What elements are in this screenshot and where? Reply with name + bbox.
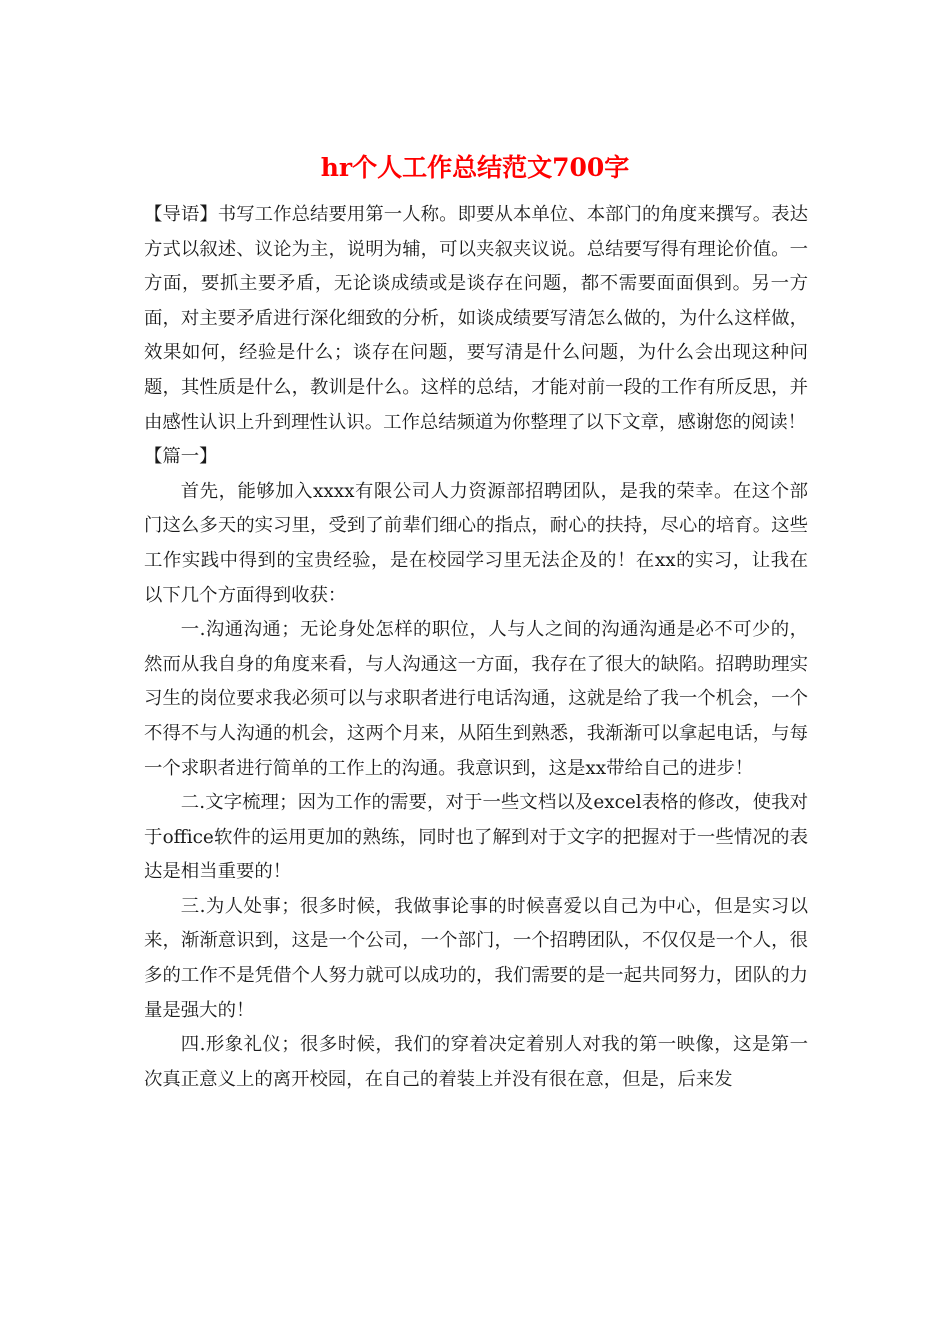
section-heading: 【篇一】 xyxy=(144,446,218,468)
body-paragraph: 首先，能够加入xxxx有限公司人力资源部招聘团队，是我的荣幸。在这个部门这么多天的实习里，受到了前辈们细心的指点，耐心的扶持，尽心的培育。这些工作实践中得到的宝贵经验，是在校园学习里无法企及的！在xx的实习，让我在以下几个方面得到收获： xyxy=(144,480,808,606)
body-paragraph: 四.形象礼仪；很多时候，我们的穿着决定着别人对我的第一映像，这是第一次真正意义上的离开校园，在自己的着装上并没有很在意，但是，后来发 xyxy=(144,1034,808,1090)
body-paragraph: 三.为人处事；很多时候，我做事论事的时候喜爱以自己为中心，但是实习以来，渐渐意识到，这是一个公司，一个部门，一个招聘团队，不仅仅是一个人，很多的工作不是凭借个人努力就可以成功的，我们需要的是一起共同努力，团队的力量是强大的！ xyxy=(144,895,808,1021)
intro-paragraph: 【导语】书写工作总结要用第一人称。即要从本单位、本部门的角度来撰写。表达方式以叙述、议论为主，说明为辅，可以夹叙夹议说。总结要写得有理论价值。一方面，要抓主要矛盾，无论谈成绩或是谈存在问题，都不需要面面俱到。另一方面，对主要矛盾进行深化细致的分析，如谈成绩要写清怎么做的，为什么这样做，效果如何，经验是什么；谈存在问题，要写清是什么问题，为什么会出现这种问题，其性质是什么，教训是什么。这样的总结，才能对前一段的工作有所反思，并由感性认识上升到理性认识。工作总结频道为你整理了以下文章，感谢您的阅读！ xyxy=(144,204,808,433)
document-body xyxy=(144,198,808,1097)
document-title: hr个人工作总结范文700字 xyxy=(320,153,630,182)
body-paragraph: 二.文字梳理；因为工作的需要，对于一些文档以及excel表格的修改，使我对于office软件的运用更加的熟练，同时也了解到对于文字的把握对于一些情况的表达是相当重要的！ xyxy=(144,792,808,883)
body-paragraph: 一.沟通沟通；无论身处怎样的职位，人与人之间的沟通沟通是必不可少的，然而从我自身的角度来看，与人沟通这一方面，我存在了很大的缺陷。招聘助理实习生的岗位要求我必须可以与求职者进行电话沟通，这就是给了我一个机会，一个不得不与人沟通的机会，这两个月来，从陌生到熟悉，我渐渐可以拿起电话，与每一个求职者进行简单的工作上的沟通。我意识到，这是xx带给自己的进步！ xyxy=(144,619,808,779)
